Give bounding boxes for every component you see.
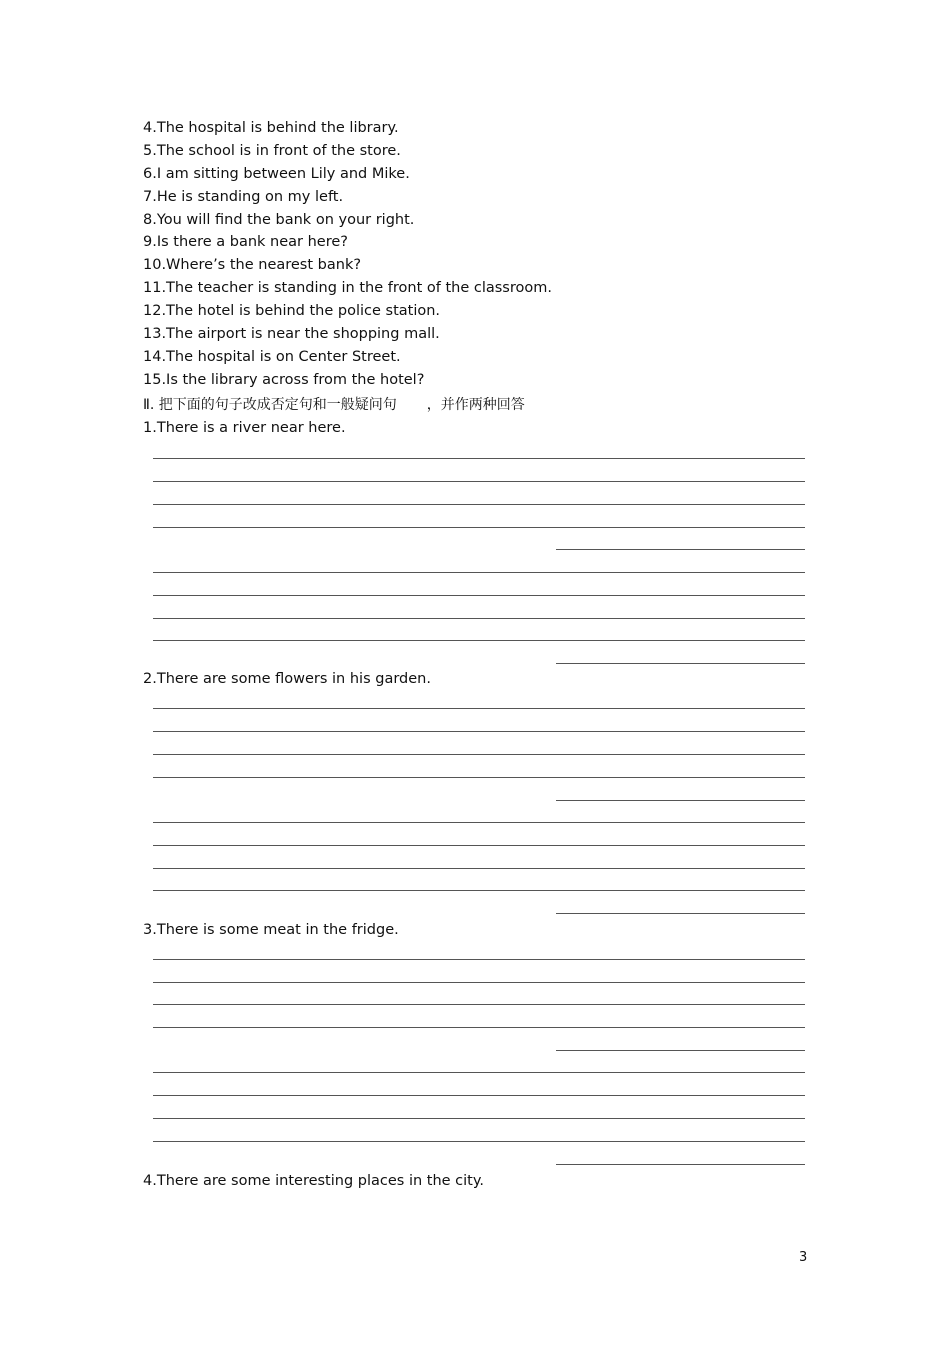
answer-line-short[interactable] bbox=[556, 913, 805, 914]
section-2-heading-right: ，并作两种回答 bbox=[426, 397, 525, 413]
answer-line[interactable] bbox=[153, 1027, 805, 1028]
answer-line[interactable] bbox=[153, 572, 805, 573]
answer-line[interactable] bbox=[153, 777, 805, 778]
answer-line-short[interactable] bbox=[556, 800, 805, 801]
page-number: 3 bbox=[799, 1250, 808, 1265]
sentence-10: 10.Where’s the nearest bank? bbox=[143, 257, 362, 273]
answer-line[interactable] bbox=[153, 845, 805, 846]
answer-line[interactable] bbox=[153, 618, 805, 619]
sentence-11: 11.The teacher is standing in the front of the classroom. bbox=[143, 280, 552, 296]
sentence-15: 15.Is the library across from the hotel? bbox=[143, 372, 425, 388]
sentence-9: 9.Is there a bank near here? bbox=[143, 234, 348, 250]
answer-line[interactable] bbox=[153, 1004, 805, 1005]
exercise-4: 4.There are some interesting places in the city. bbox=[143, 1173, 484, 1189]
answer-line[interactable] bbox=[153, 868, 805, 869]
sentence-13: 13.The airport is near the shopping mall. bbox=[143, 326, 440, 342]
answer-line-short[interactable] bbox=[556, 663, 805, 664]
answer-line-short[interactable] bbox=[556, 1164, 805, 1165]
answer-line[interactable] bbox=[153, 527, 805, 528]
answer-line[interactable] bbox=[153, 1072, 805, 1073]
answer-line[interactable] bbox=[153, 754, 805, 755]
answer-line[interactable] bbox=[153, 822, 805, 823]
answer-line[interactable] bbox=[153, 1141, 805, 1142]
sentence-6: 6.I am sitting between Lily and Mike. bbox=[143, 166, 410, 182]
answer-line[interactable] bbox=[153, 982, 805, 983]
answer-line[interactable] bbox=[153, 458, 805, 459]
exercise-1: 1.There is a river near here. bbox=[143, 420, 346, 436]
answer-line[interactable] bbox=[153, 481, 805, 482]
exercise-2: 2.There are some flowers in his garden. bbox=[143, 671, 431, 687]
sentence-14: 14.The hospital is on Center Street. bbox=[143, 349, 401, 365]
answer-line[interactable] bbox=[153, 640, 805, 641]
answer-line-short[interactable] bbox=[556, 1050, 805, 1051]
answer-line[interactable] bbox=[153, 890, 805, 891]
section-2-heading bbox=[143, 396, 525, 414]
answer-line[interactable] bbox=[153, 731, 805, 732]
answer-line-short[interactable] bbox=[556, 549, 805, 550]
sentence-5: 5.The school is in front of the store. bbox=[143, 143, 401, 159]
answer-line[interactable] bbox=[153, 1095, 805, 1096]
sentence-4: 4.The hospital is behind the library. bbox=[143, 120, 399, 136]
answer-line[interactable] bbox=[153, 1118, 805, 1119]
answer-line[interactable] bbox=[153, 504, 805, 505]
answer-line[interactable] bbox=[153, 959, 805, 960]
exercise-3: 3.There is some meat in the fridge. bbox=[143, 922, 399, 938]
sentence-12: 12.The hotel is behind the police station. bbox=[143, 303, 441, 319]
sentence-7: 7.He is standing on my left. bbox=[143, 189, 344, 205]
section-2-heading-left: Ⅱ. 把下面的句子改成否定句和一般疑问句 bbox=[143, 397, 397, 413]
answer-line[interactable] bbox=[153, 595, 805, 596]
answer-line[interactable] bbox=[153, 708, 805, 709]
sentence-8: 8.You will find the bank on your right. bbox=[143, 212, 415, 228]
